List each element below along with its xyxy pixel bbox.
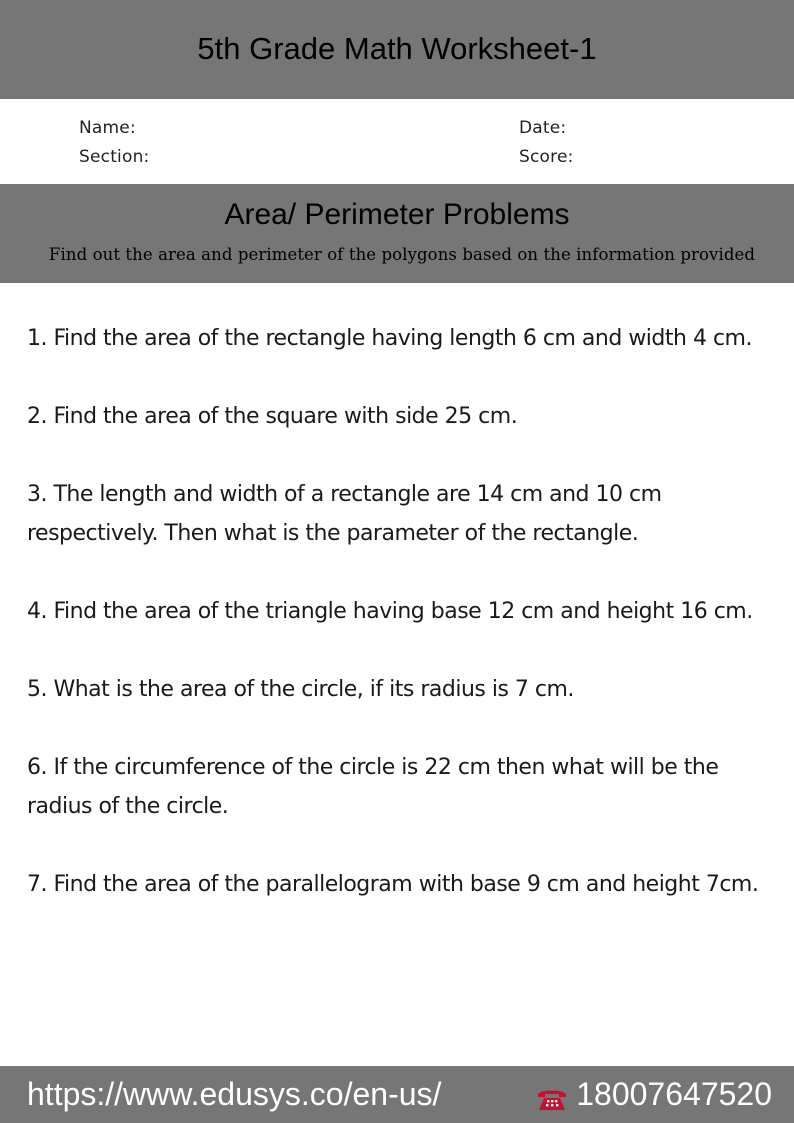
- question-item: 7. Find the area of the parallelogram with base 9 cm and height 7cm.: [27, 872, 759, 897]
- student-info: [0, 99, 794, 184]
- website-link[interactable]: https://www.edusys.co/en-us/: [27, 1076, 442, 1112]
- question-list: [27, 319, 772, 943]
- date-label: Date:: [519, 118, 567, 138]
- section-instructions: Find out the area and perimeter of the polygons based on the information provided: [48, 245, 756, 264]
- score-label: Score:: [519, 147, 574, 167]
- phone-contact: [536, 1074, 772, 1114]
- question-item: 1. Find the area of the rectangle having length 6 cm and width 4 cm.: [27, 326, 752, 351]
- worksheet-title: 5th Grade Math Worksheet-1: [197, 31, 597, 66]
- question-item: 4. Find the area of the triangle having base 12 cm and height 16 cm.: [27, 599, 753, 624]
- question-item: 3. The length and width of a rectangle are 14 cm and 10 cm respectively. Then what is the parameter of the rectangle.: [27, 482, 662, 546]
- telephone-icon: [536, 1081, 568, 1107]
- question-item: 2. Find the area of the square with side 25 cm.: [27, 404, 518, 429]
- phone-number: 18007647520: [576, 1076, 772, 1112]
- question-item: 6. If the circumference of the circle is 22 cm then what will be the radius of the circle.: [27, 755, 719, 819]
- section-label: Section:: [79, 147, 150, 167]
- name-label: Name:: [79, 118, 136, 138]
- section-title: Area/ Perimeter Problems: [224, 198, 570, 231]
- question-item: 5. What is the area of the circle, if its radius is 7 cm.: [27, 677, 574, 702]
